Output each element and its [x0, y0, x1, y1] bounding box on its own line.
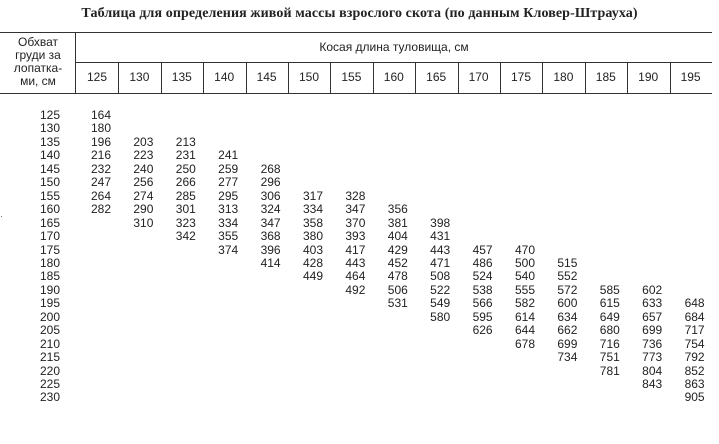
row-header-line-2: груди за [15, 48, 61, 62]
weight-cell: 264 [90, 188, 111, 203]
weight-cell: 374 [218, 242, 239, 257]
girth-value: 200 [39, 309, 60, 324]
weight-cell: 863 [684, 377, 705, 391]
weight-cell: 773 [642, 350, 663, 365]
weight-cell: 614 [514, 309, 535, 324]
weight-cell: 398 [430, 215, 451, 230]
column-header: 125 [86, 70, 108, 84]
girth-value: 170 [39, 229, 60, 244]
weight-cell: 381 [387, 215, 408, 230]
weight-cell: 216 [90, 148, 111, 163]
weight-cell: 602 [642, 282, 663, 297]
weight-cell: 268 [260, 161, 281, 176]
weight-cell: 555 [514, 282, 535, 297]
weight-cell: 754 [684, 336, 705, 351]
weight-cell: 295 [218, 188, 239, 203]
weight-cell: 301 [175, 202, 196, 217]
weight-cell: 396 [260, 242, 281, 257]
weight-cell: 277 [218, 175, 239, 190]
column-divider [627, 62, 628, 93]
girth-value: 175 [39, 242, 60, 257]
weight-cell: 464 [345, 269, 366, 284]
weight-cell: 213 [175, 134, 196, 149]
weight-cell: 403 [302, 242, 323, 257]
weight-cell: 404 [387, 229, 408, 244]
girth-value: 130 [39, 121, 60, 136]
weight-cell: 538 [472, 282, 493, 297]
column-header: 190 [638, 70, 659, 84]
column-header: 185 [595, 70, 616, 84]
weight-cell: 296 [260, 175, 281, 190]
weight-cell: 368 [260, 229, 281, 244]
weight-cell: 662 [557, 323, 578, 338]
weight-cell: 240 [133, 161, 154, 176]
girth-value: 225 [39, 377, 60, 391]
weight-cell: 566 [472, 296, 493, 311]
girth-value: 125 [39, 108, 60, 122]
girth-value: 205 [39, 323, 60, 338]
weight-cell: 256 [133, 175, 154, 190]
weight-cell: 452 [387, 255, 408, 270]
weight-cell: 751 [599, 350, 620, 365]
girth-value: 155 [39, 188, 60, 203]
weight-cell: 734 [557, 350, 578, 365]
weight-cell: 449 [302, 269, 323, 284]
column-header: 195 [680, 70, 701, 84]
weight-cell: 342 [175, 229, 196, 244]
weight-cell: 380 [302, 229, 323, 244]
weight-cell: 648 [684, 296, 705, 311]
column-divider [542, 62, 543, 93]
weight-cell: 232 [90, 161, 111, 176]
weight-cell: 580 [430, 309, 451, 324]
weight-cell: 223 [133, 148, 154, 163]
weight-cell: 241 [218, 148, 239, 163]
weight-cell: 431 [430, 229, 451, 244]
weight-cell: 540 [514, 269, 535, 284]
weight-cell: 417 [345, 242, 366, 257]
girth-value: 185 [39, 269, 60, 284]
weight-cell: 274 [133, 188, 154, 203]
weight-cell: 231 [175, 148, 196, 163]
column-header: 155 [341, 70, 362, 84]
girth-value: 145 [39, 161, 60, 176]
weight-cell: 323 [175, 215, 196, 230]
weight-cell: 356 [387, 202, 408, 217]
column-header: 150 [298, 70, 320, 84]
weight-cell: 313 [218, 202, 239, 217]
weight-cell: 500 [514, 255, 535, 270]
weight-cell: 615 [599, 296, 620, 311]
weight-cell: 804 [642, 363, 663, 378]
column-divider [203, 62, 204, 93]
column-divider [161, 62, 162, 93]
weight-cell: 905 [684, 390, 705, 405]
column-divider [288, 62, 289, 93]
table-title: Таблица для определения живой массы взрослого скота (по данным Кловер-Штрауха) [81, 6, 638, 21]
column-header: 145 [256, 70, 277, 84]
weight-cell: 626 [472, 323, 493, 338]
girth-value: 220 [39, 363, 60, 378]
row-header [2, 36, 74, 88]
weight-cell: 347 [260, 215, 281, 230]
girth-value: 135 [39, 134, 60, 149]
header-bottom-border [0, 93, 712, 94]
weight-cell: 508 [430, 269, 451, 284]
weight-cell: 781 [599, 363, 620, 378]
header-top-border [0, 32, 712, 33]
weight-cell: 552 [557, 269, 578, 284]
weight-cell: 203 [133, 134, 154, 149]
row-header-line-4: ми, см [20, 74, 56, 88]
column-header: 140 [214, 70, 235, 84]
weight-cell: 524 [472, 269, 493, 284]
weight-cell: 582 [514, 296, 535, 311]
row-header-line-1: Обхват [18, 35, 58, 49]
weight-cell: 250 [175, 161, 196, 176]
weight-cell: 328 [345, 188, 366, 203]
weight-cell: 680 [599, 323, 620, 338]
weight-cell: 531 [387, 296, 408, 311]
column-divider [330, 62, 331, 93]
column-header: 170 [468, 70, 489, 84]
weight-cell: 324 [260, 202, 281, 217]
weight-cell: 393 [345, 229, 366, 244]
column-header: 180 [553, 70, 574, 84]
column-divider [670, 62, 671, 93]
column-divider [246, 62, 247, 93]
weight-cell: 717 [684, 323, 705, 338]
weight-cell: 633 [642, 296, 663, 311]
weight-cell: 792 [684, 350, 705, 365]
column-divider [458, 62, 459, 93]
weight-cell: 572 [557, 282, 578, 297]
weight-cell: 471 [430, 255, 451, 270]
column-header: 175 [510, 70, 532, 84]
weight-cell: 164 [90, 108, 111, 122]
weight-cell: 684 [684, 309, 705, 324]
margin-mark: · [0, 211, 3, 221]
weight-cell: 478 [387, 269, 408, 284]
weight-cell: 180 [90, 121, 111, 136]
column-header: 130 [129, 70, 150, 84]
weight-cell: 515 [557, 255, 578, 270]
weight-cell: 414 [260, 255, 281, 270]
weight-cell: 506 [387, 282, 408, 297]
weight-cell: 678 [514, 336, 535, 351]
girth-value: 190 [39, 282, 60, 297]
weight-cell: 492 [345, 282, 366, 297]
weight-cell: 282 [90, 202, 111, 217]
weight-cell: 306 [260, 188, 281, 203]
weight-cell: 443 [345, 255, 366, 270]
column-divider [415, 62, 416, 93]
weight-cell: 486 [472, 255, 493, 270]
weight-cell: 285 [175, 188, 196, 203]
weight-cell: 317 [302, 188, 323, 203]
weight-cell: 657 [642, 309, 663, 324]
girth-value: 165 [39, 215, 60, 230]
weight-cell: 443 [430, 242, 451, 257]
weight-cell: 457 [472, 242, 493, 257]
weight-cell: 843 [642, 377, 663, 391]
girth-value: 150 [39, 175, 60, 190]
weight-cell: 196 [90, 134, 111, 149]
weight-cell: 585 [599, 282, 620, 297]
weight-cell: 355 [218, 229, 239, 244]
weight-cell: 600 [557, 296, 578, 311]
girth-value: 180 [39, 255, 60, 270]
weight-cell: 716 [599, 336, 620, 351]
girth-value: 230 [39, 390, 60, 405]
column-group-header: Косая длина туловища, см [319, 40, 469, 54]
weight-cell: 699 [642, 323, 663, 338]
weight-cell: 699 [557, 336, 578, 351]
weight-cell: 334 [302, 202, 323, 217]
weight-cell: 595 [472, 309, 493, 324]
weight-cell: 310 [133, 215, 154, 230]
column-divider [373, 62, 374, 93]
girth-value: 140 [39, 148, 60, 163]
column-header: 160 [383, 70, 404, 84]
weight-cell: 429 [387, 242, 408, 257]
column-header: 135 [171, 70, 192, 84]
weight-cell: 470 [514, 242, 535, 257]
girth-value: 160 [39, 202, 60, 217]
weight-cell: 649 [599, 309, 620, 324]
weight-cell: 347 [345, 202, 366, 217]
column-divider [500, 62, 501, 93]
girth-value: 210 [39, 336, 60, 351]
weight-cell: 634 [557, 309, 578, 324]
weight-cell: 290 [133, 202, 154, 217]
weight-cell: 259 [218, 161, 239, 176]
row-header-line-3: лопатка- [13, 61, 63, 75]
weight-cell: 370 [345, 215, 366, 230]
column-header: 165 [426, 70, 447, 84]
weight-cell: 358 [302, 215, 323, 230]
column-divider [118, 62, 119, 93]
weight-cell: 549 [430, 296, 451, 311]
weight-cell: 736 [642, 336, 663, 351]
weight-cell: 266 [175, 175, 196, 190]
girth-value: 215 [39, 350, 60, 365]
weight-cell: 522 [430, 282, 451, 297]
girth-value: 195 [39, 296, 60, 311]
column-divider [585, 62, 586, 93]
weight-cell: 428 [302, 255, 323, 270]
weight-cell: 644 [514, 323, 535, 338]
weight-cell: 852 [684, 363, 705, 378]
weight-cell: 334 [218, 215, 239, 230]
weight-cell: 247 [90, 175, 111, 190]
